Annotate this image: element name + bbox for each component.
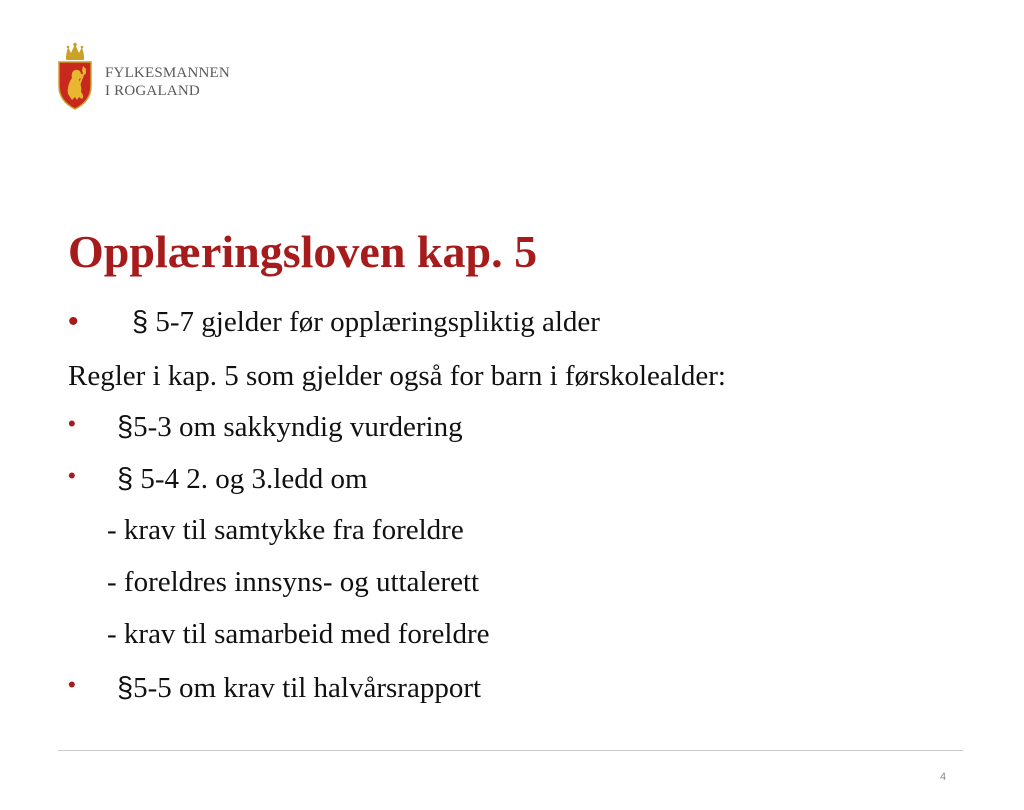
bullet-marker: • <box>68 305 79 338</box>
bullet-marker: • <box>68 463 76 488</box>
slide-title: Opplæringsloven kap. 5 <box>68 226 538 277</box>
organization-name-line2: I ROGALAND <box>105 83 200 99</box>
sub-list-item: - krav til samarbeid med foreldre <box>107 618 490 650</box>
list-item <box>117 410 463 444</box>
list-item <box>117 462 368 496</box>
organization-name-line1: FYLKESMANNEN <box>105 65 230 81</box>
section-symbol: § <box>117 672 134 704</box>
list-item-text: 5-4 2. og 3.ledd om <box>133 463 368 495</box>
paragraph: Regler i kap. 5 som gjelder også for barn i førskolealder: <box>68 360 726 392</box>
list-item <box>117 671 481 705</box>
section-symbol: § <box>117 411 134 443</box>
list-item-text: 5-5 om krav til halvårsrapport <box>133 672 482 704</box>
section-symbol: § <box>132 306 149 338</box>
bullet-marker: • <box>68 411 76 436</box>
sub-list-item: - krav til samtykke fra foreldre <box>107 514 464 546</box>
footer-divider <box>58 750 963 751</box>
organization-name <box>105 64 230 100</box>
list-item <box>132 305 600 339</box>
bullet-marker: • <box>68 672 76 697</box>
sub-list-item: - foreldres innsyns- og uttalerett <box>107 566 480 598</box>
list-item-text: 5-3 om sakkyndig vurdering <box>133 411 463 443</box>
coat-of-arms-icon <box>57 42 93 110</box>
list-item-text: 5-7 gjelder før opplæringspliktig alder <box>148 306 600 338</box>
organization-logo <box>57 42 257 112</box>
page-number: 4 <box>940 771 947 783</box>
section-symbol: § <box>117 463 134 495</box>
